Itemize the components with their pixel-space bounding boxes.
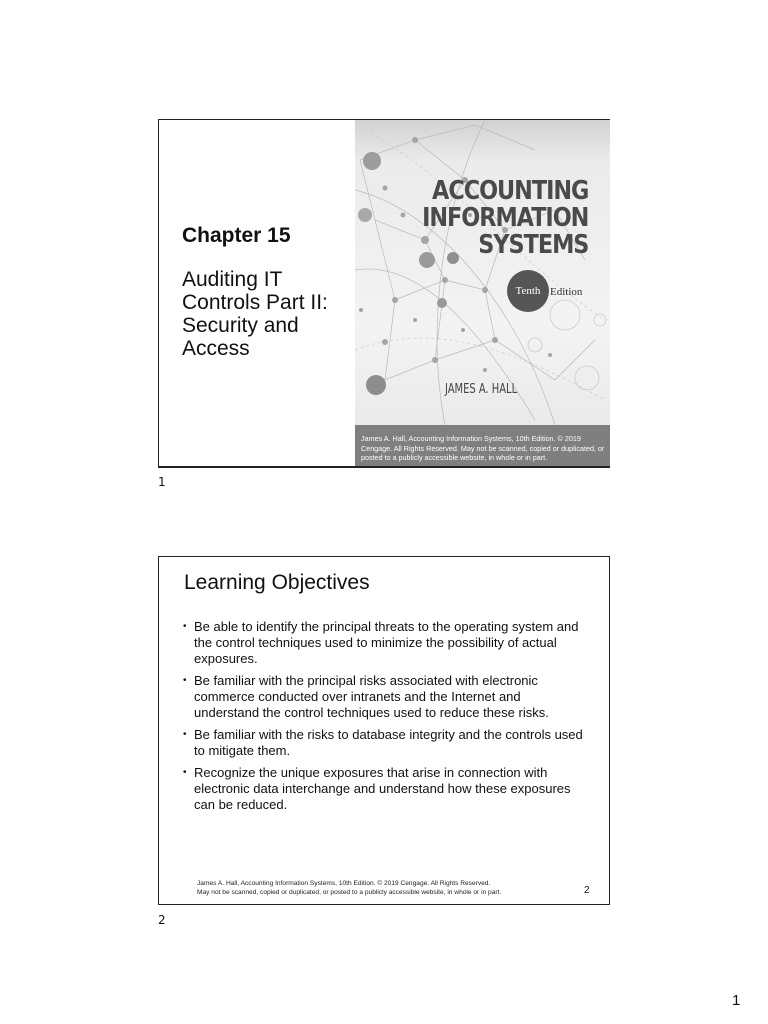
page-number: 1 [732,992,741,1009]
slide-number: 2 [584,885,590,896]
slide-1-text-panel [159,120,355,466]
book-cover [355,120,610,466]
cover-title [422,178,588,259]
objective-text: Be able to identify the principal threats to the operating system and the control techniques used to minimize the possibility of actual exposures. [194,619,579,666]
bullet-icon: • [183,729,187,740]
network-art [355,120,610,425]
cover-title-line: INFORMATION [421,203,588,233]
slide-2 [158,556,610,905]
bullet-icon: • [183,621,187,632]
objective-item [183,765,583,813]
slide-2-copyright [197,880,501,897]
chapter-subtitle: Auditing IT Controls Part II: Security and Access [182,268,328,360]
edition-badge: Tenth [507,270,549,312]
objective-item [183,619,583,667]
copyright-line: May not be scanned, copied or duplicated, or posted to a publicly accessible website, in whole or in part. [197,888,502,896]
chapter-title: Chapter 15 [182,224,291,247]
edition-word: Edition [550,286,583,298]
bullet-icon: • [183,675,187,686]
objective-text: Be familiar with the risks to database integrity and the controls used to mitigate them. [194,727,583,758]
cover-author: JAMES A. HALL [445,382,518,397]
objectives-list [183,619,583,819]
slide-1-label: 1 [158,475,166,489]
slide-2-title: Learning Objectives [184,571,370,594]
slide-1 [158,119,610,468]
cover-title-line: ACCOUNTING [431,176,588,206]
objective-item [183,727,583,759]
cover-title-line: SYSTEMS [477,230,588,260]
copyright-line: James A. Hall, Accounting Information Systems, 10th Edition. © 2019 Cengage. All Rights Reserved. [197,880,491,887]
objective-item [183,673,583,721]
bullet-icon: • [183,767,187,778]
slide-2-label: 2 [158,913,166,927]
cover-copyright: James A. Hall, Accounting Information Systems, 10th Edition. © 2019 Cengage. All Rights Reserved. May not be scanned, copied or duplicated, or posted to a publicly accessible website, in whole or in part. [355,425,610,466]
objective-text: Be familiar with the principal risks associated with electronic commerce conducted over intranets and the Internet and understand the control techniques used to reduce these risks. [194,673,549,720]
objective-text: Recognize the unique exposures that arise in connection with electronic data interchange and understand how these exposures can be reduced. [194,765,571,812]
